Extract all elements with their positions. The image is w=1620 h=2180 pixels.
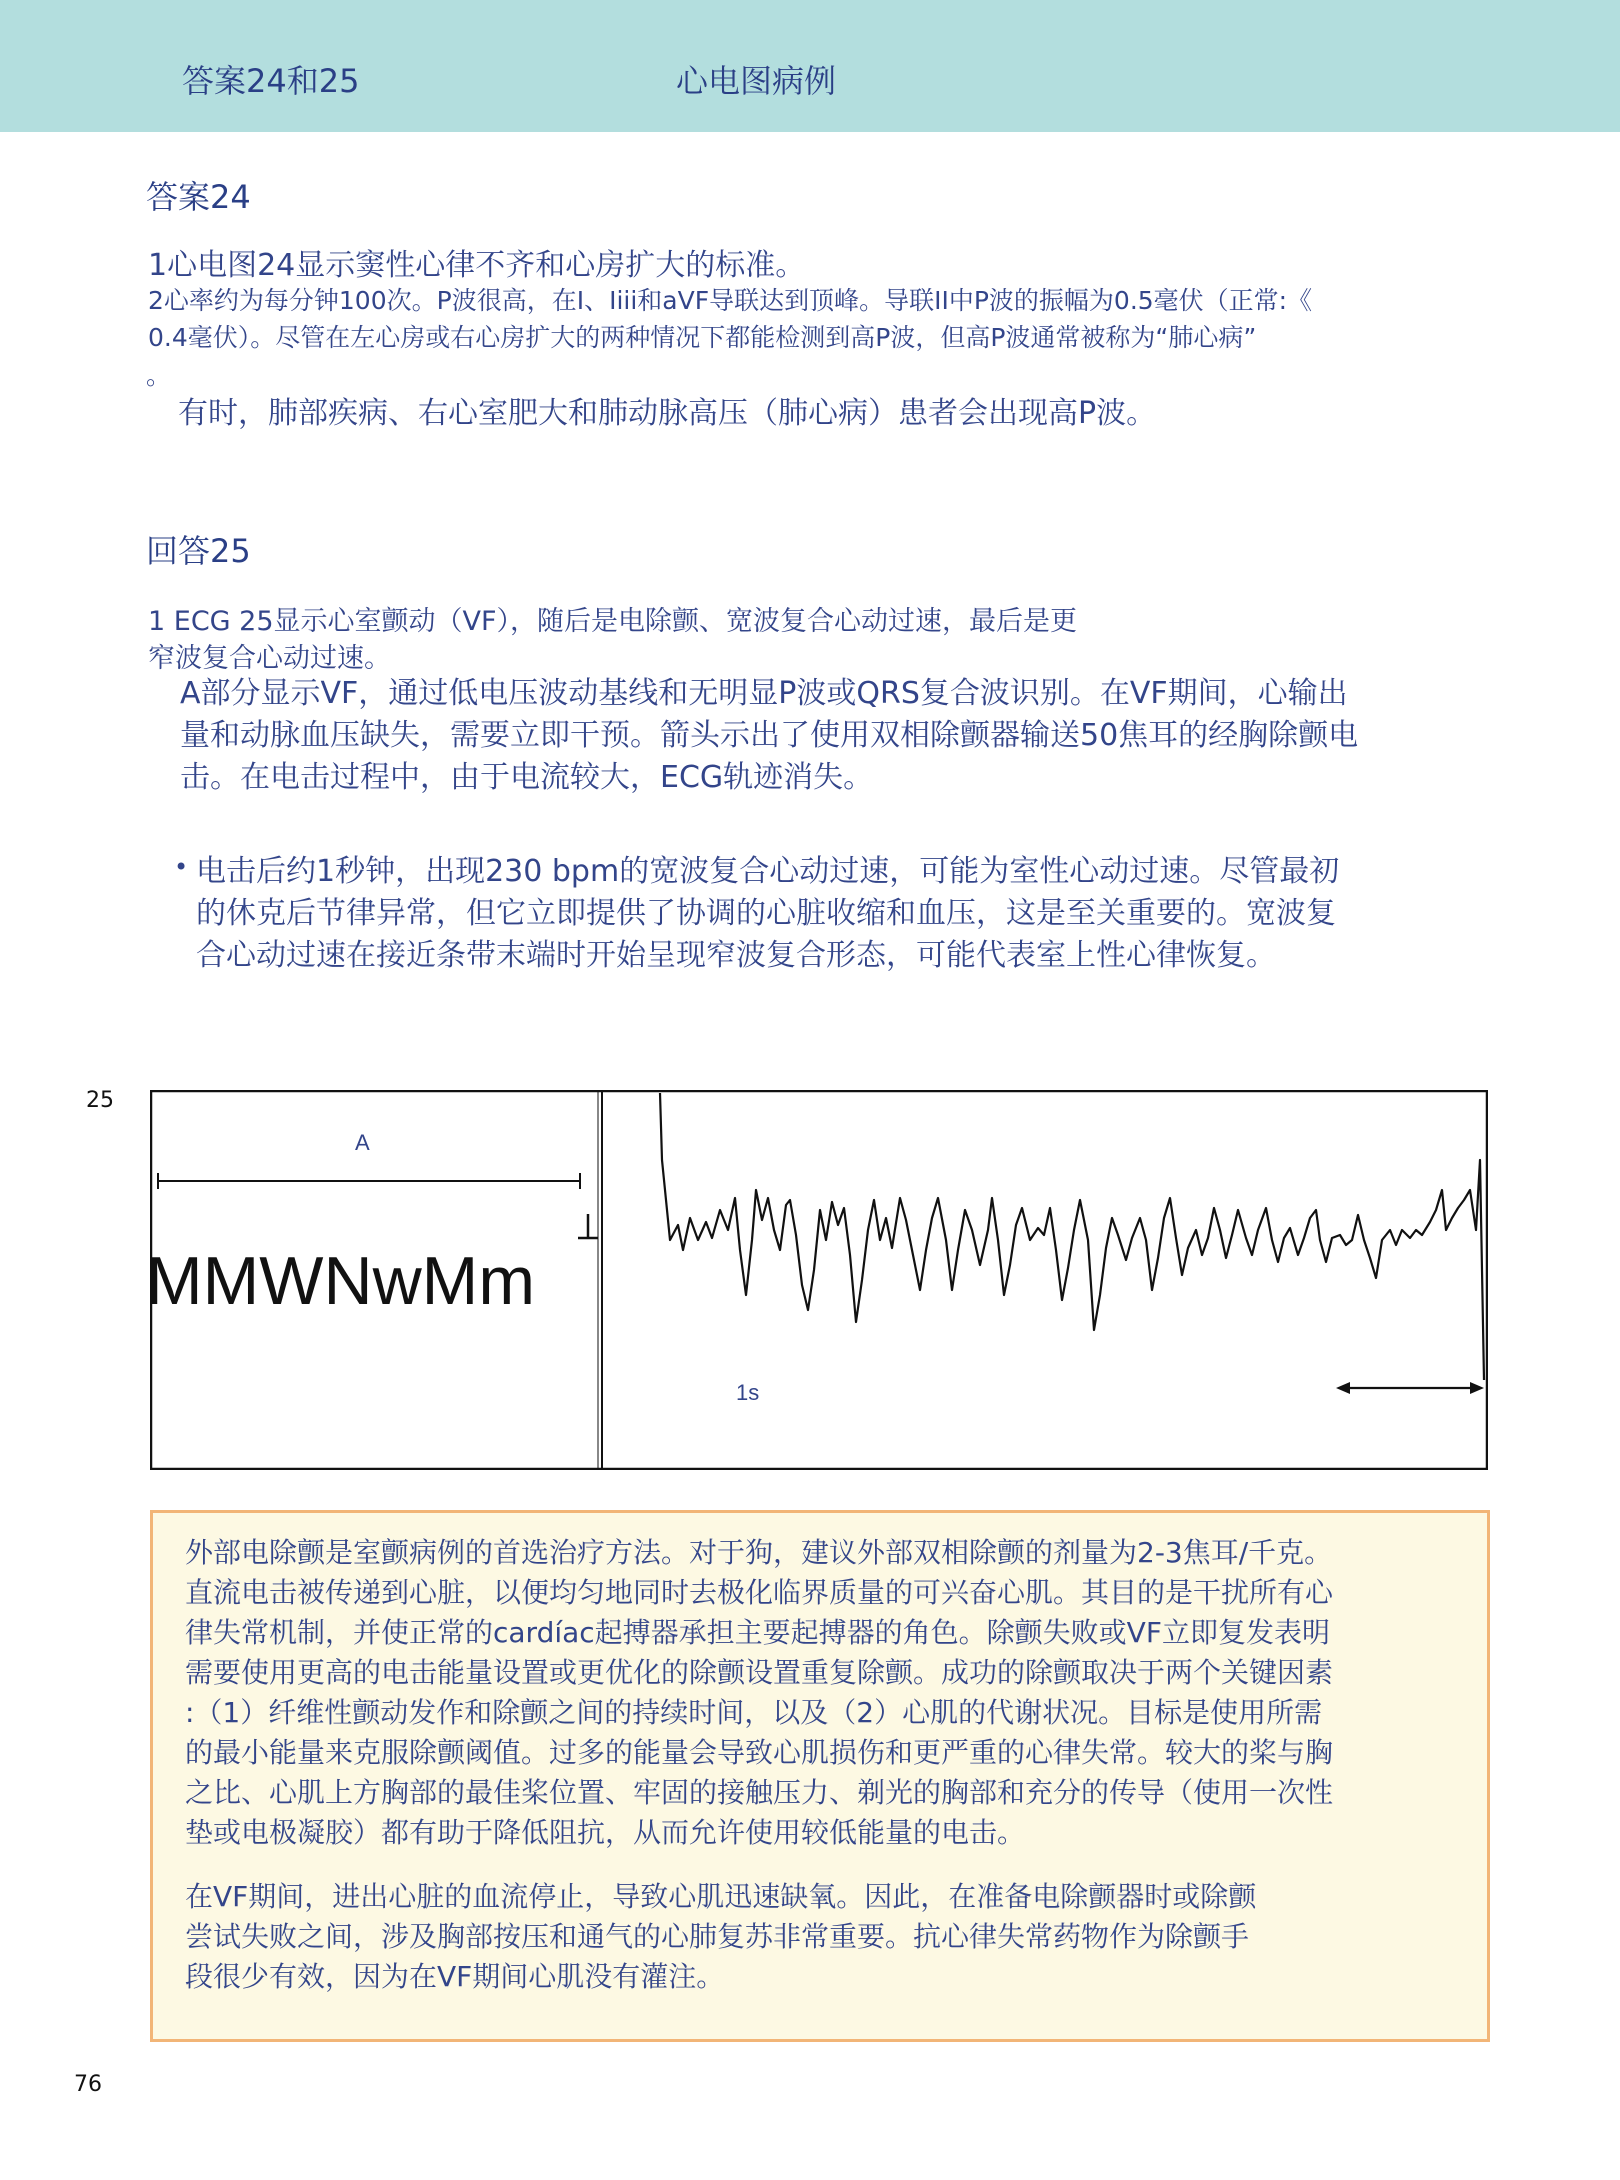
- info-p1-line3: 律失常机制，并使正常的cardíac起搏器承担主要起搏器的角色。除颤失败或VF立即复发表明: [185, 1616, 1330, 1649]
- info-paragraph-1: [185, 1533, 1465, 1853]
- header-chapter-title: 答案24和25: [182, 62, 360, 100]
- vf-trace-text: MMWNwMm: [150, 1243, 535, 1319]
- info-paragraph-2: [185, 1877, 1465, 1997]
- answer25-para-b-line1: 电击后约1秒钟，出现230 bpm的宽波复合心动过速，可能为室性心动过速。尽管最初: [196, 854, 1340, 889]
- info-p1-line4: 需要使用更高的电击能量设置或更优化的除颤设置重复除颤。成功的除颤取决于两个关键因素: [185, 1656, 1334, 1689]
- info-p1-line5: :（1）纤维性颤动发作和除颤之间的持续时间，以及（2）心肌的代谢状况。目标是使用所需: [185, 1696, 1323, 1729]
- answer24-title: 答案24: [146, 178, 251, 216]
- info-p1-line7: 之比、心肌上方胸部的最佳桨位置、牢固的接触压力、剃光的胸部和充分的传导（使用一次性: [185, 1776, 1334, 1809]
- ecg-strip-svg: [150, 1090, 1488, 1470]
- defibrillation-info-box: [150, 1510, 1490, 2042]
- answer24-line1: 1心电图24显示窦性心律不齐和心房扩大的标准。: [148, 248, 806, 283]
- info-p2-line2: 尝试失败之间，涉及胸部按压和通气的心肺复苏非常重要。抗心律失常药物作为除颤手: [185, 1920, 1250, 1953]
- info-p2-line1: 在VF期间，进出心脏的血流停止，导致心肌迅速缺氧。因此，在准备电除颤器时或除颤: [185, 1880, 1257, 1913]
- section-a-label: A: [355, 1130, 370, 1155]
- time-scale-label: 1s: [736, 1380, 760, 1405]
- answer25-para-b-line2: 的休克后节律异常，但它立即提供了协调的心脏收缩和血压，这是至关重要的。宽波复: [196, 896, 1336, 931]
- answer24-line5: 有时，肺部疾病、右心室肥大和肺动脉高压（肺心病）患者会出现高P波。: [178, 396, 1157, 431]
- bullet-marker: •: [174, 853, 189, 881]
- answer25-title: 回答25: [146, 532, 251, 570]
- answer25-line2: 窄波复合心动过速。: [148, 643, 391, 674]
- header-band: [0, 0, 1620, 132]
- figure-number: 25: [86, 1088, 114, 1113]
- answer25-para-b-line3: 合心动过速在接近条带末端时开始呈现窄波复合形态，可能代表室上性心律恢复。: [196, 938, 1276, 973]
- answer25-para-a-line3: 击。在电击过程中，由于电流较大，ECG轨迹消失。: [180, 760, 874, 795]
- answer24-line3: 0.4毫伏）。尽管在左心房或右心房扩大的两种情况下都能检测到高P波，但高P波通常被称为“肺心病”: [148, 323, 1257, 352]
- info-p1-line2: 直流电击被传递到心脏，以便均匀地同时去极化临界质量的可兴奋心肌。其目的是干扰所有心: [185, 1576, 1334, 1609]
- page-number: 76: [74, 2072, 102, 2097]
- answer24-line2: 2心率约为每分钟100次。P波很高，在I、Iiii和aVF导联达到顶峰。导联II中P波的振幅为0.5毫伏（正常:《: [148, 286, 1313, 315]
- ecg-strip-figure: [150, 1090, 1488, 1470]
- info-p1-line1: 外部电除颤是室颤病例的首选治疗方法。对于狗，建议外部双相除颤的剂量为2-3焦耳/千克。: [185, 1536, 1333, 1569]
- answer25-line1: 1 ECG 25显示心室颤动（VF），随后是电除颤、宽波复合心动过速，最后是更: [148, 606, 1078, 637]
- answer25-para-a-line2: 量和动脉血压缺失，需要立即干预。箭头示出了使用双相除颤器输送50焦耳的经胸除颤电: [180, 718, 1359, 753]
- info-p1-line6: 的最小能量来克服除颤阈值。过多的能量会导致心肌损伤和更严重的心律失常。较大的桨与胸: [185, 1736, 1334, 1769]
- answer25-para-a-line1: A部分显示VF，通过低电压波动基线和无明显P波或QRS复合波识别。在VF期间，心输出: [180, 676, 1348, 711]
- header-section-title: 心电图病例: [676, 62, 837, 100]
- info-p1-line8: 垫或电极凝胶）都有助于降低阻抗，从而允许使用较低能量的电击。: [185, 1816, 1026, 1849]
- info-p2-line3: 段很少有效，因为在VF期间心肌没有灌注。: [185, 1960, 725, 1993]
- answer24-line4: 。: [146, 361, 172, 390]
